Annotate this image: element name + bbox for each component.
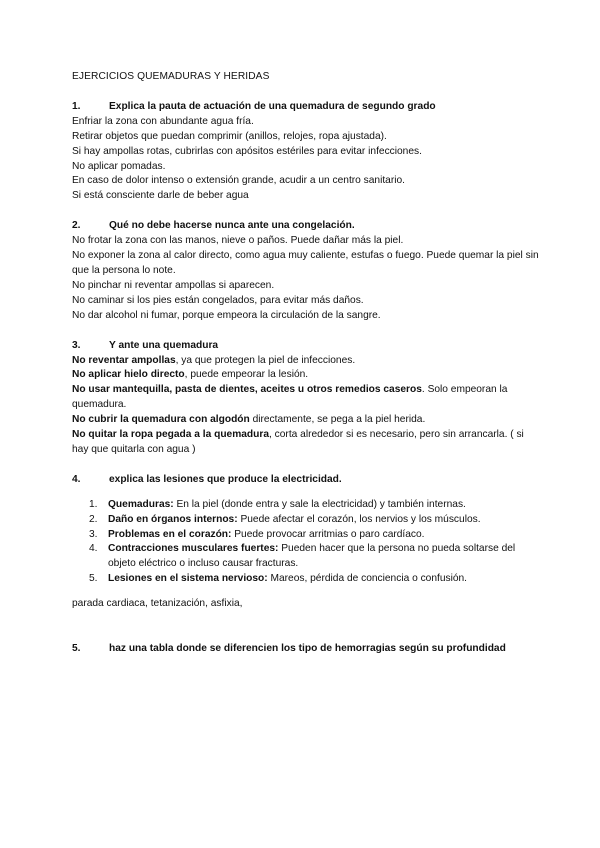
document-title: EJERCICIOS QUEMADURAS Y HERIDAS [72,71,270,82]
answer-line: Si hay ampollas rotas, cubrirlas con apósitos estériles para evitar infecciones. [72,145,422,157]
list-item-number: 5. [89,573,98,585]
question-5-heading [72,642,542,657]
list-item-bold: Quemaduras: [108,498,174,510]
list-item-bold: Lesiones en el sistema nervioso: [108,573,268,585]
answer-line [72,413,542,428]
answer-text: , corta alrededor si es necesario, pero sin arrancarla. ( si hay que quitarla con agua ) [72,429,524,455]
question-2-text: Qué no debe hacerse nunca ante una congelación. [109,220,355,232]
question-1-number: 1. [72,100,81,112]
list-item-text: Puede afectar el corazón, los nervios y los músculos. [237,513,481,525]
answer-line: Si está consciente darle de beber agua [72,190,249,202]
answer-text: . Solo empeoran la quemadura. [72,384,508,411]
question-3-heading [72,339,542,354]
list-item-bold: Daño en órganos internos: [108,513,238,525]
question-4-text: explica las lesiones que produce la electricidad. [109,473,342,485]
list-item-number: 4. [89,543,98,555]
answer-line: No exponer la zona al calor directo, como agua muy caliente, estufas o fuego. Puede quemar la piel sin que la persona lo note. [72,250,539,276]
list-item-text: En la piel (donde entra y sale la electricidad) y también internas. [173,498,466,510]
answer-line: No caminar si los pies están congelados, para evitar más daños. [72,294,364,306]
answer-line: No frotar la zona con las manos, nieve o paños. Puede dañar más la piel. [72,235,404,247]
list-item [89,498,542,513]
list-item [89,513,542,528]
question-4 [72,473,542,612]
answer-line: No dar alcohol ni fumar, porque empeora la circulación de la sangre. [72,309,381,321]
answer-line: No aplicar pomadas. [72,160,166,172]
answer-line [72,354,542,369]
answer-line [72,383,542,413]
list-item [89,542,542,572]
answer-text: , puede empeorar la lesión. [184,369,309,381]
question-4-number: 4. [72,473,81,485]
list-item [89,528,542,543]
question-1 [72,100,542,204]
answer-line [72,428,542,458]
answer-bold: No quitar la ropa pegada a la quemadura [72,429,270,441]
answer-text: , ya que protegen la piel de infecciones. [175,354,356,366]
answer-line: No pinchar ni reventar ampollas si aparecen. [72,279,275,291]
question-2 [72,219,542,323]
answer-line: En caso de dolor intenso o extensión grande, acudir a un centro sanitario. [72,175,406,187]
question-3 [72,339,542,458]
answer-text: directamente, se pega a la piel herida. [249,414,426,426]
electricity-extra-note: parada cardiaca, tetanización, asfixia, [72,598,243,610]
answer-bold: No aplicar hielo directo [72,369,185,381]
list-item-bold: Problemas en el corazón: [108,528,232,540]
answer-line: Enfriar la zona con abundante agua fría. [72,115,254,127]
question-5-text: haz una tabla donde se diferencien los tipo de hemorragias según su profundidad [109,643,506,655]
list-item-number: 1. [89,498,98,510]
list-item-text: Pueden hacer que la persona no pueda soltarse del objeto eléctrico o incluso causar fracturas. [108,543,516,570]
electricity-lesions-list [72,498,542,587]
question-1-heading [72,100,542,115]
answer-bold: No cubrir la quemadura con algodón [72,414,250,426]
list-item-text: Puede provocar arritmias o paro cardíaco. [231,528,425,540]
list-item-text: Mareos, pérdida de conciencia o confusión. [267,573,468,585]
question-3-text: Y ante una quemadura [109,339,219,351]
question-5 [72,642,542,657]
list-item [89,572,542,587]
list-item-bold: Contracciones musculares fuertes: [108,543,279,555]
answer-line: Retirar objetos que puedan comprimir (anillos, relojes, ropa ajustada). [72,130,387,142]
question-2-number: 2. [72,220,81,232]
question-2-heading [72,219,542,234]
list-item-number: 3. [89,528,98,540]
answer-bold: No reventar ampollas [72,354,176,366]
question-1-text: Explica la pauta de actuación de una quemadura de segundo grado [109,100,436,112]
question-3-number: 3. [72,339,81,351]
question-5-number: 5. [72,643,81,655]
list-item-number: 2. [89,513,98,525]
document-page [72,70,542,657]
answer-line [72,368,542,383]
answer-bold: No usar mantequilla, pasta de dientes, aceites u otros remedios caseros [72,384,422,396]
question-4-heading [72,473,542,488]
